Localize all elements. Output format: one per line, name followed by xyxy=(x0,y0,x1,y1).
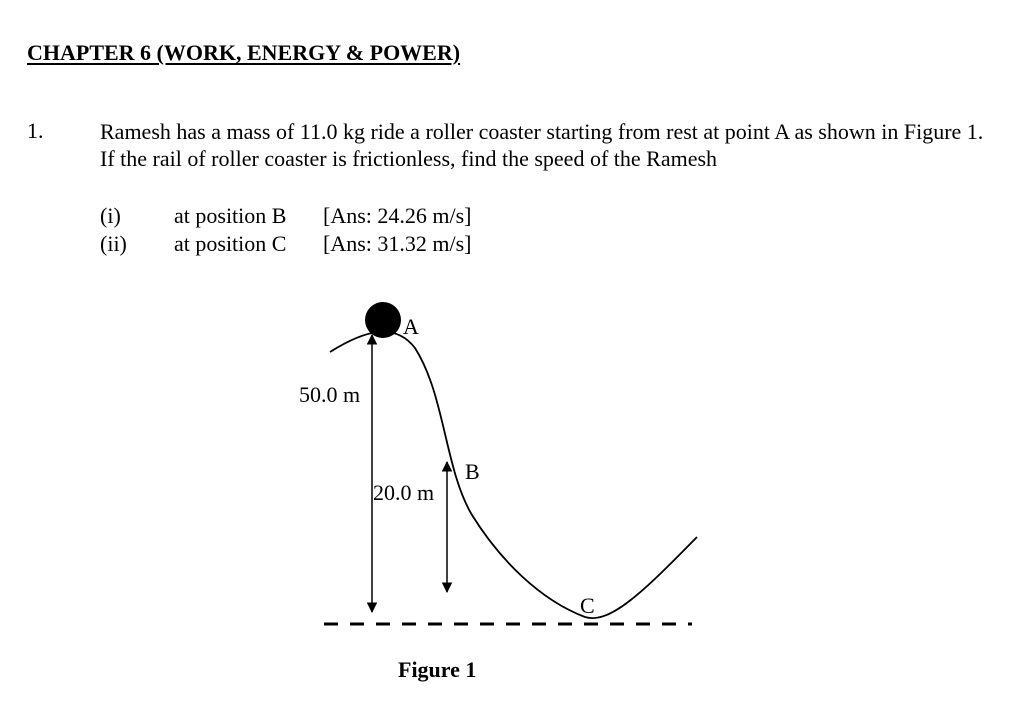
point-b-label: B xyxy=(465,459,480,484)
part-ii-label: (ii) xyxy=(100,231,127,256)
part-ii-answer: [Ans: 31.32 m/s] xyxy=(323,231,472,256)
figure-caption: Figure 1 xyxy=(398,657,477,682)
part-i-text: at position B xyxy=(174,203,287,228)
point-a-label: A xyxy=(403,314,419,339)
height-b-label: 20.0 m xyxy=(373,480,435,505)
chapter-title: CHAPTER 6 (WORK, ENERGY & POWER) xyxy=(27,40,461,65)
ball-at-a xyxy=(365,302,401,338)
point-c-label: C xyxy=(580,593,595,618)
part-ii-text: at position C xyxy=(174,231,287,256)
height-a-label: 50.0 m xyxy=(299,382,361,407)
question-number: 1. xyxy=(27,118,44,143)
part-i-answer: [Ans: 24.26 m/s] xyxy=(323,203,472,228)
part-i-label: (i) xyxy=(100,203,121,228)
question-text: Ramesh has a mass of 11.0 kg ride a roller coaster starting from rest at point A as shown in Figure 1. If the rail of roller coaster is frictionless, find the speed of the Ramesh xyxy=(100,119,984,171)
coaster-track xyxy=(330,332,697,618)
